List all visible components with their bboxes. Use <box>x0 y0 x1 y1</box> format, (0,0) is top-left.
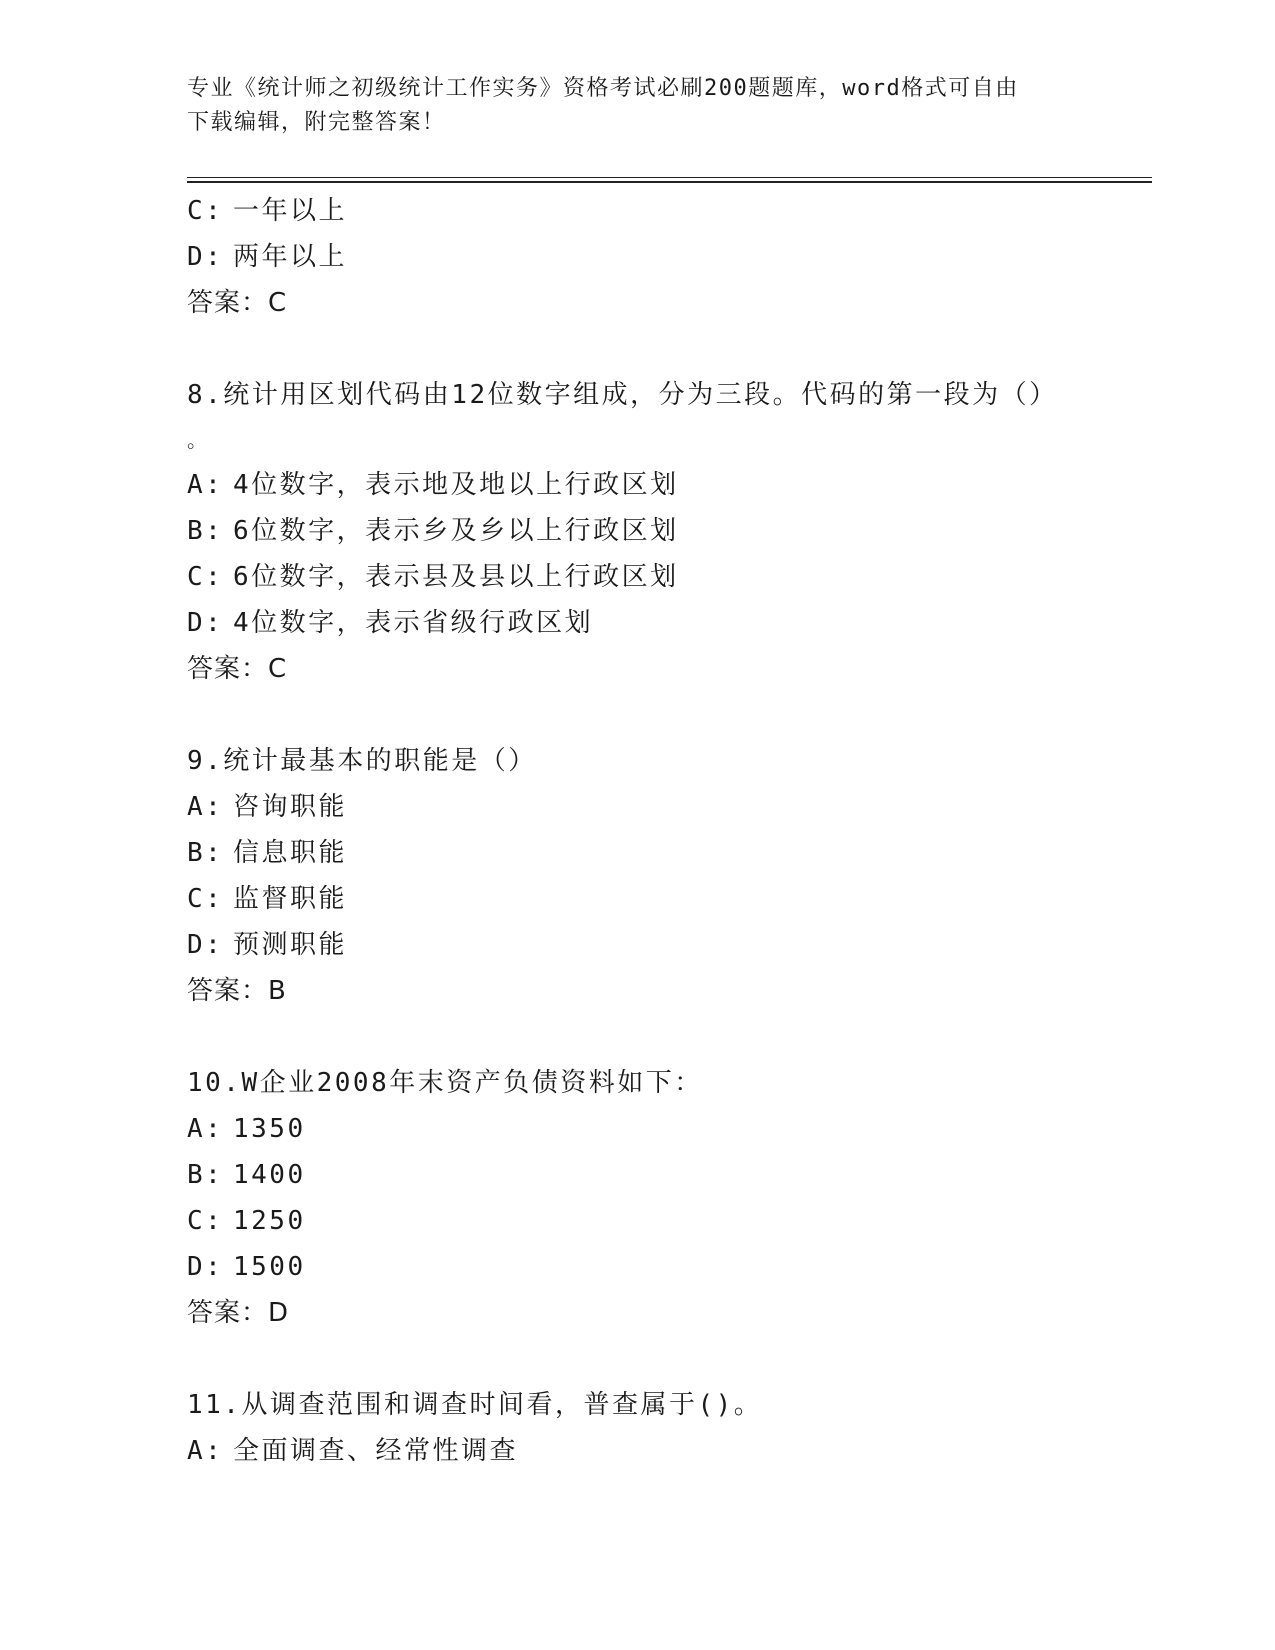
option-d <box>187 600 1137 646</box>
option-b <box>187 1152 1137 1198</box>
option-label: A: <box>187 1114 224 1144</box>
answer-line: 答案：B <box>187 976 287 1006</box>
option-a <box>187 1106 1137 1152</box>
header-line-2: 下载编辑，附完整答案！ <box>187 110 446 135</box>
option-a <box>187 784 1137 830</box>
question-text: 11.从调查范围和调查时间看，普查属于()。 <box>187 1390 763 1420</box>
option-label: C: <box>187 562 224 592</box>
option-label: C: <box>187 1206 224 1236</box>
option-label: D: <box>187 1252 224 1282</box>
option-c <box>187 188 1137 234</box>
option-text: 1500 <box>233 1252 306 1282</box>
answer-line: 答案：C <box>187 654 288 684</box>
question-text: 10.W企业2008年末资产负债资料如下： <box>187 1068 703 1098</box>
option-d <box>187 1244 1137 1290</box>
option-c <box>187 554 1137 600</box>
option-text: 4位数字，表示地及地以上行政区划 <box>233 470 679 500</box>
option-text: 两年以上 <box>233 242 348 272</box>
option-text: 咨询职能 <box>233 792 348 822</box>
option-label: C: <box>187 884 224 914</box>
option-text: 1250 <box>233 1206 306 1236</box>
document-header <box>187 72 1087 140</box>
answer-line: 答案：D <box>187 1298 290 1328</box>
option-label: D: <box>187 608 224 638</box>
option-label: D: <box>187 242 224 272</box>
question-text: 9.统计最基本的职能是（） <box>187 746 537 776</box>
option-b <box>187 830 1137 876</box>
option-text: 一年以上 <box>233 196 348 226</box>
option-d <box>187 922 1137 968</box>
option-label: B: <box>187 516 224 546</box>
option-label: A: <box>187 792 224 822</box>
option-text: 6位数字，表示乡及乡以上行政区划 <box>233 516 679 546</box>
option-text: 信息职能 <box>233 838 348 868</box>
option-b <box>187 508 1137 554</box>
option-text: 6位数字，表示县及县以上行政区划 <box>233 562 679 592</box>
option-a <box>187 1428 1137 1474</box>
option-a <box>187 462 1137 508</box>
header-line-1: 专业《统计师之初级统计工作实务》资格考试必刷200题题库，word格式可自由 <box>187 76 1019 101</box>
header-rule-thin <box>187 177 1152 178</box>
option-text: 1400 <box>233 1160 306 1190</box>
question-list <box>187 188 1137 1474</box>
answer-line: 答案：C <box>187 288 288 318</box>
option-label: A: <box>187 470 224 500</box>
option-c <box>187 1198 1137 1244</box>
option-label: C: <box>187 196 224 226</box>
header-rule-thick <box>187 181 1152 183</box>
option-text: 全面调查、经常性调查 <box>233 1436 519 1466</box>
option-text: 监督职能 <box>233 884 348 914</box>
question-text-continuation: 。 <box>187 428 210 452</box>
option-text: 1350 <box>233 1114 306 1144</box>
question-text: 8.统计用区划代码由12位数字组成，分为三段。代码的第一段为（） <box>187 380 1058 410</box>
option-label: B: <box>187 1160 224 1190</box>
option-label: B: <box>187 838 224 868</box>
option-label: D: <box>187 930 224 960</box>
option-text: 预测职能 <box>233 930 348 960</box>
option-c <box>187 876 1137 922</box>
option-d <box>187 234 1137 280</box>
option-label: A: <box>187 1436 224 1466</box>
option-text: 4位数字，表示省级行政区划 <box>233 608 594 638</box>
